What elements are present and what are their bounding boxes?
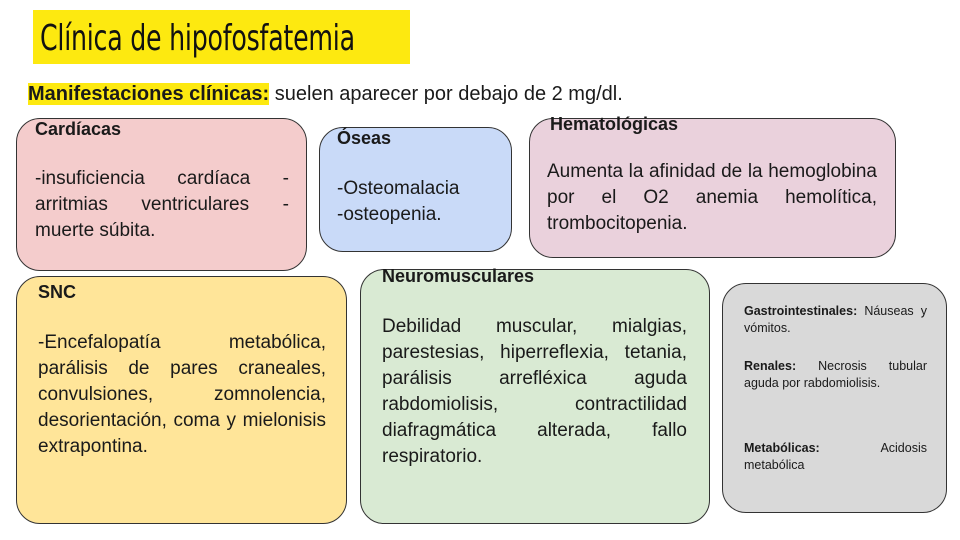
renales-item — [744, 358, 927, 392]
subtitle-highlight: Manifestaciones clínicas: — [28, 83, 270, 105]
gastro-text: Náuseas y vómitos. — [744, 304, 927, 335]
card-oseas-title: Óseas — [337, 128, 392, 148]
card-oseas-line2: -osteopenia. — [337, 204, 442, 225]
card-neuromusculares-text: Debilidad muscular, mialgias, parestesias, hiperreflexia, tetania, parálisis arrefléxica aguda rabdomiolisis, contractilidad diafragmática alterada, fallo respiratorio. — [382, 316, 687, 467]
metabolicas-item — [744, 440, 927, 474]
renales-label: Renales: — [744, 359, 797, 373]
card-neuromusculares-title: Neuromusculares — [382, 266, 535, 286]
gastro-label: Gastrointestinales: — [744, 304, 858, 318]
card-cardiacas-title: Cardíacas — [35, 119, 122, 139]
card-snc-title: SNC — [38, 282, 77, 302]
card-oseas-line1: -Osteomalacia — [337, 178, 460, 199]
card-cardiacas-text: -insuficiencia cardíaca - arritmias ventriculares - muerte súbita. — [35, 168, 289, 241]
card-hematologicas-title: Hematológicas — [550, 114, 679, 134]
metabolicas-label: Metabólicas: — [744, 441, 820, 455]
page-title: Clínica de hipofosfatemia — [40, 18, 355, 59]
renales-text: Necrosis tubular aguda por rabdomiolisis. — [744, 359, 927, 390]
card-hematologicas-text: Aumenta la afinidad de la hemoglobina por el O2 anemia hemolítica, trombocitopenia. — [547, 161, 877, 234]
card-snc-text: -Encefalopatía metabólica, parálisis de pares craneales, convulsiones, zomnolencia, desorientación, coma y mielonisis extrapontina. — [38, 332, 326, 457]
subtitle — [28, 82, 623, 106]
gastro-item — [744, 303, 927, 337]
subtitle-text: suelen aparecer por debajo de 2 mg/dl. — [269, 83, 623, 105]
metabolicas-text: Acidosis metabólica — [744, 441, 927, 472]
